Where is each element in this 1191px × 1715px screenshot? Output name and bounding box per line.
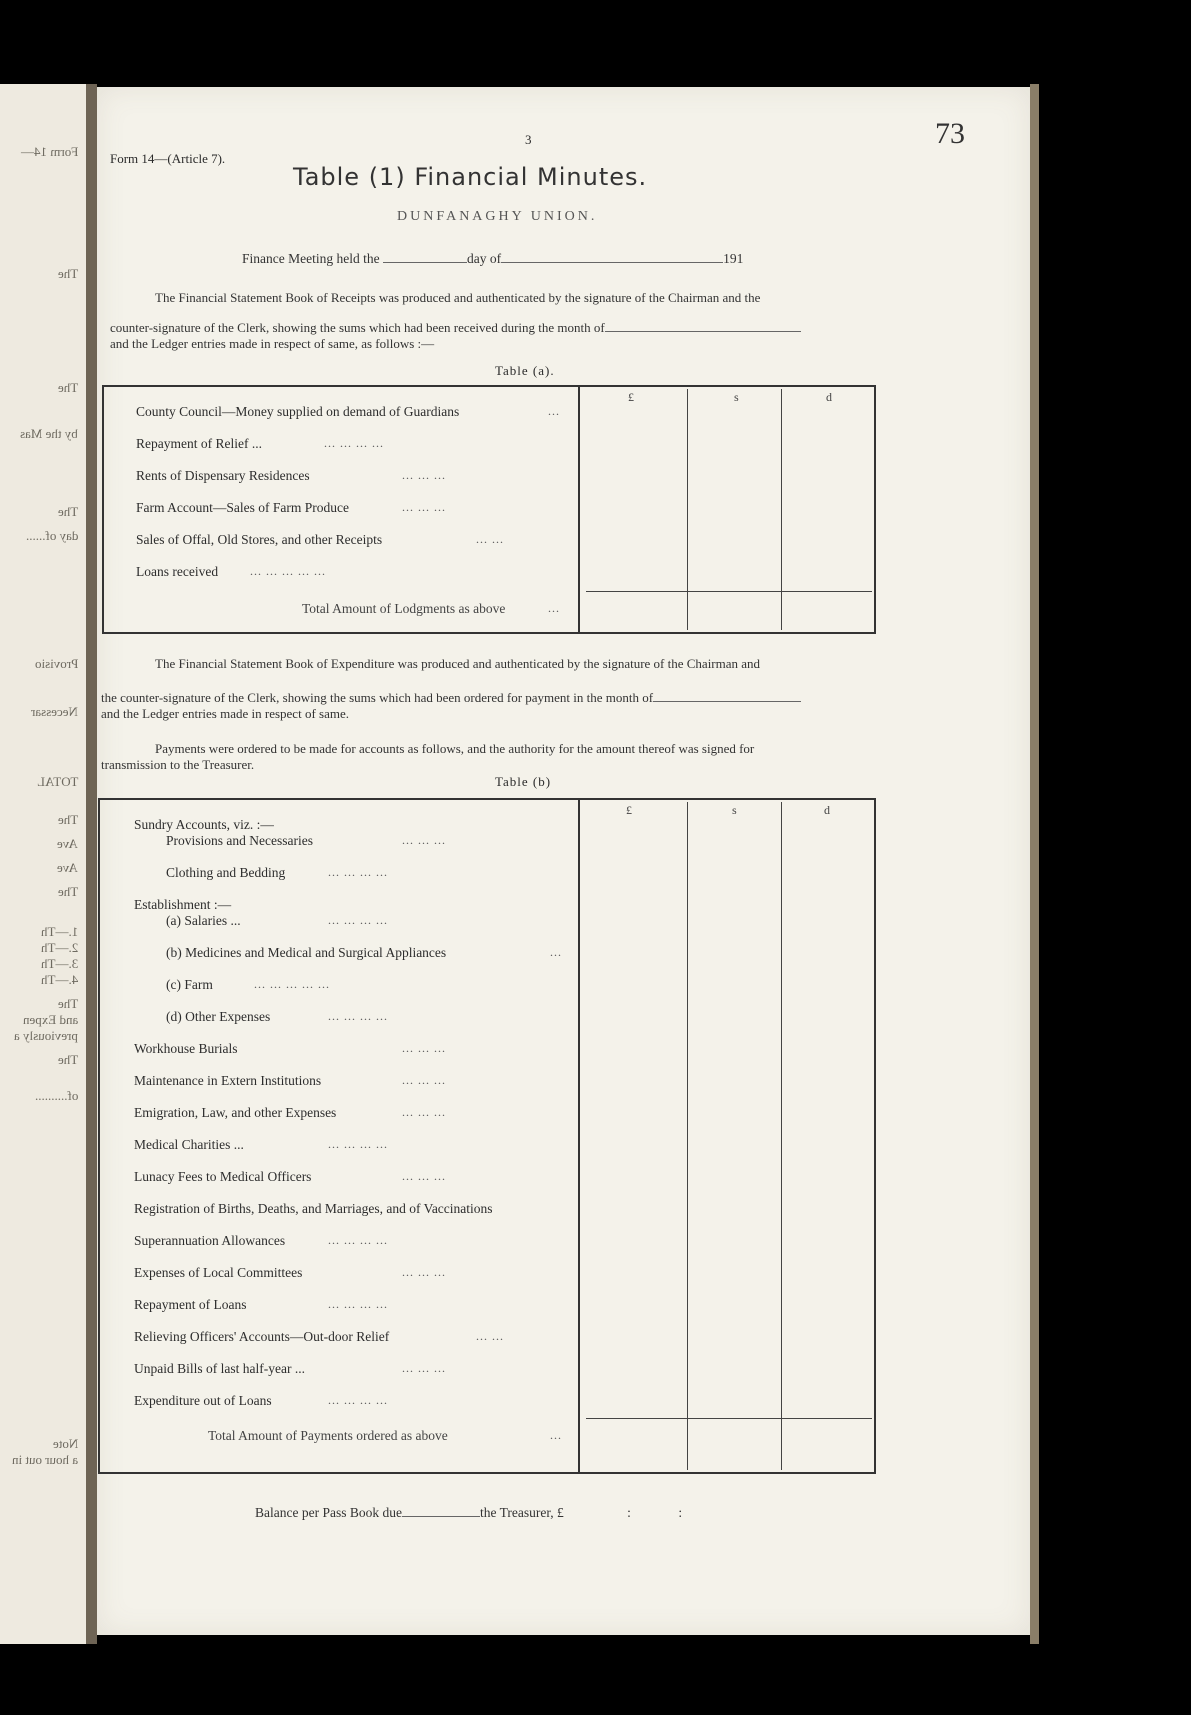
facing-fragment: The — [57, 504, 78, 519]
table-b-row: (a) Salaries ... — [166, 913, 241, 928]
table-b-shillings-header: s — [732, 803, 737, 817]
facing-fragment: a hour out in — [11, 1452, 78, 1467]
table-b-leader: ... ... ... ... — [328, 1233, 388, 1247]
table-a-row: Loans received — [136, 564, 219, 579]
table-b-row: Clothing and Bedding — [166, 865, 286, 880]
table-a-row: Rents of Dispensary Residences — [136, 468, 310, 483]
table-b-row: Expenditure out of Loans — [134, 1393, 272, 1408]
ledger-page — [97, 87, 1030, 1635]
table-b-leader: ... ... ... — [402, 1265, 446, 1279]
table-a-total-label: Total Amount of Lodgments as above — [302, 601, 506, 616]
table-a-row: Farm Account—Sales of Farm Produce — [136, 500, 349, 515]
table-b-leader: ... ... ... — [402, 1073, 446, 1087]
facing-fragment: The — [57, 812, 78, 827]
table-b-row: (b) Medicines and Medical and Surgical Appliances — [166, 945, 447, 960]
table-a-money-box — [578, 387, 874, 632]
table-a — [102, 385, 876, 634]
facing-fragment: Note — [52, 1436, 78, 1451]
meeting-year: 191 — [723, 251, 744, 266]
union-name: DUNFANAGHY UNION. — [397, 209, 598, 224]
meeting-month-blank — [501, 262, 723, 263]
meeting-prefix: Finance Meeting held the — [242, 251, 380, 266]
facing-fragment: The — [57, 1052, 78, 1067]
table-a-leader: ... ... ... ... — [324, 436, 384, 450]
facing-fragment: day of...... — [25, 528, 78, 543]
facing-fragment: The — [57, 996, 78, 1011]
facing-fragment: 1.—Th — [40, 924, 78, 939]
table-a-leader: ... ... — [476, 532, 504, 546]
expenditure-line-3: and the Ledger entries made in respect of same. — [101, 706, 349, 721]
receipts-line-2 — [110, 320, 801, 336]
balance-line — [255, 1505, 682, 1521]
facing-fragment: The — [57, 884, 78, 899]
table-b-row: Medical Charities ... — [134, 1137, 244, 1152]
expenditure-line-1: The Financial Statement Book of Expenditure was produced and authenticated by the signature of the Chairman and — [155, 656, 761, 671]
table-b-col-divider — [781, 802, 782, 1470]
book-spine — [86, 84, 97, 1644]
table-b-pounds-header: £ — [626, 803, 632, 817]
meeting-line — [242, 251, 743, 267]
receipts-line-3: and the Ledger entries made in respect of same, as follows :— — [110, 336, 435, 351]
page-number: 73 — [935, 117, 965, 150]
table-b-leader: ... ... ... ... — [328, 1009, 388, 1023]
table-a-shillings-header: s — [734, 390, 739, 404]
table-b-row: Maintenance in Extern Institutions — [134, 1073, 322, 1088]
facing-fragment: previously a — [14, 1028, 78, 1043]
table-b-row: Expenses of Local Committees — [134, 1265, 303, 1280]
facing-fragment: Form 14— — [20, 144, 78, 159]
page-edge — [1030, 84, 1039, 1644]
balance-prefix: Balance per Pass Book due — [255, 1505, 402, 1520]
form-reference: Form 14—(Article 7). — [110, 151, 226, 166]
table-b-row: Sundry Accounts, viz. :— — [134, 817, 274, 832]
expenditure-month-blank — [653, 701, 801, 702]
facing-fragment: 4.—Th — [40, 972, 78, 987]
meeting-day-of: day of — [466, 251, 502, 266]
table-b-row: Lunacy Fees to Medical Officers — [134, 1169, 312, 1184]
table-b-row: Superannuation Allowances — [134, 1233, 286, 1248]
receipts-month-blank — [605, 331, 801, 332]
table-b-leader: ... ... ... — [402, 1105, 446, 1119]
table-b-money-box — [578, 800, 874, 1472]
table-b-leader: ... ... ... ... — [328, 865, 388, 879]
table-a-col-divider — [687, 389, 688, 630]
table-b-col-divider — [687, 802, 688, 1470]
table-b-row: Repayment of Loans — [134, 1297, 247, 1312]
table-a-leader: ... — [548, 404, 560, 418]
table-b-leader: ... ... — [476, 1329, 504, 1343]
table-a-pounds-header: £ — [628, 390, 634, 404]
table-b-row: (c) Farm — [166, 977, 213, 992]
facing-fragment: 3.—Th — [40, 956, 78, 971]
table-b-leader: ... ... ... ... ... — [254, 977, 330, 991]
facing-fragment: Provisio — [34, 656, 78, 671]
facing-fragment: The — [57, 380, 78, 395]
page-title: Table (1) Financial Minutes. — [293, 163, 648, 191]
expenditure-line-5: transmission to the Treasurer. — [101, 757, 255, 772]
table-b-leader: ... — [550, 945, 562, 959]
balance-suffix: the Treasurer, £ — [479, 1505, 564, 1520]
table-a-row: Sales of Offal, Old Stores, and other Receipts — [136, 532, 383, 547]
balance-shillings-separator: : — [627, 1505, 631, 1520]
table-b-row: (d) Other Expenses — [166, 1009, 271, 1024]
table-b-heading: Table (b) — [495, 774, 552, 789]
facing-fragment: Ave — [57, 836, 78, 851]
table-b-pence-header: d — [824, 803, 830, 817]
table-a-heading: Table (a). — [495, 363, 555, 378]
table-b-row: Provisions and Necessaries — [166, 833, 313, 848]
table-a-leader: ... ... ... — [402, 468, 446, 482]
table-b-leader: ... ... ... — [402, 1041, 446, 1055]
table-a-pence-header: d — [826, 390, 832, 404]
table-b-row: Unpaid Bills of last half-year ... — [134, 1361, 305, 1376]
table-a-leader: ... — [548, 601, 560, 615]
facing-fragment: TOTAL — [36, 774, 78, 789]
table-b-leader: ... — [550, 1428, 562, 1442]
facing-fragment: of.......... — [34, 1088, 78, 1103]
facing-page — [0, 84, 92, 1644]
expenditure-line-2-text: the counter-signature of the Clerk, showing the sums which had been ordered for payment in the month of — [101, 690, 654, 705]
expenditure-line-2 — [101, 690, 801, 706]
table-b-leader: ... ... ... — [402, 833, 446, 847]
facing-fragment: and Expen — [22, 1012, 78, 1027]
meeting-date-blank — [383, 262, 467, 263]
table-a-row: Repayment of Relief ... — [136, 436, 262, 451]
table-b-row: Workhouse Burials — [134, 1041, 238, 1056]
facing-fragment: 2.—Th — [40, 940, 78, 955]
table-b-row: Establishment :— — [134, 897, 232, 912]
facing-fragment: Ave — [57, 860, 78, 875]
balance-due-blank — [402, 1516, 480, 1517]
facing-fragment: by the Mas — [20, 426, 78, 441]
table-b-leader: ... ... ... — [402, 1169, 446, 1183]
table-b-leader: ... ... ... ... — [328, 913, 388, 927]
table-b-row: Registration of Births, Deaths, and Marriages, and of Vaccinations — [134, 1201, 493, 1216]
table-a-row: County Council—Money supplied on demand of Guardians — [136, 404, 460, 419]
table-b-leader: ... ... ... ... — [328, 1297, 388, 1311]
table-a-leader: ... ... ... — [402, 500, 446, 514]
table-b-total-label: Total Amount of Payments ordered as above — [208, 1428, 448, 1443]
expenditure-line-4: Payments were ordered to be made for accounts as follows, and the authority for the amount thereof was signed for — [155, 741, 755, 756]
receipts-line-1: The Financial Statement Book of Receipts was produced and authenticated by the signature of the Chairman and the — [155, 290, 761, 305]
table-b-row: Emigration, Law, and other Expenses — [134, 1105, 337, 1120]
table-b-total-rule — [586, 1418, 872, 1419]
table-b-leader: ... ... ... ... — [328, 1137, 388, 1151]
table-b-leader: ... ... ... ... — [328, 1393, 388, 1407]
table-b — [98, 798, 876, 1474]
table-a-col-divider — [781, 389, 782, 630]
table-b-leader: ... ... ... — [402, 1361, 446, 1375]
table-b-row: Relieving Officers' Accounts—Out-door Relief — [134, 1329, 390, 1344]
balance-pence-separator: : — [678, 1505, 683, 1520]
sheet-number: 3 — [525, 132, 532, 147]
receipts-line-2-text: counter-signature of the Clerk, showing the sums which had been received during the month of — [110, 320, 605, 335]
facing-fragment: The — [57, 266, 78, 281]
facing-fragment: Necessar — [31, 704, 78, 719]
table-a-leader: ... ... ... ... ... — [250, 564, 326, 578]
table-a-total-rule — [586, 591, 872, 592]
